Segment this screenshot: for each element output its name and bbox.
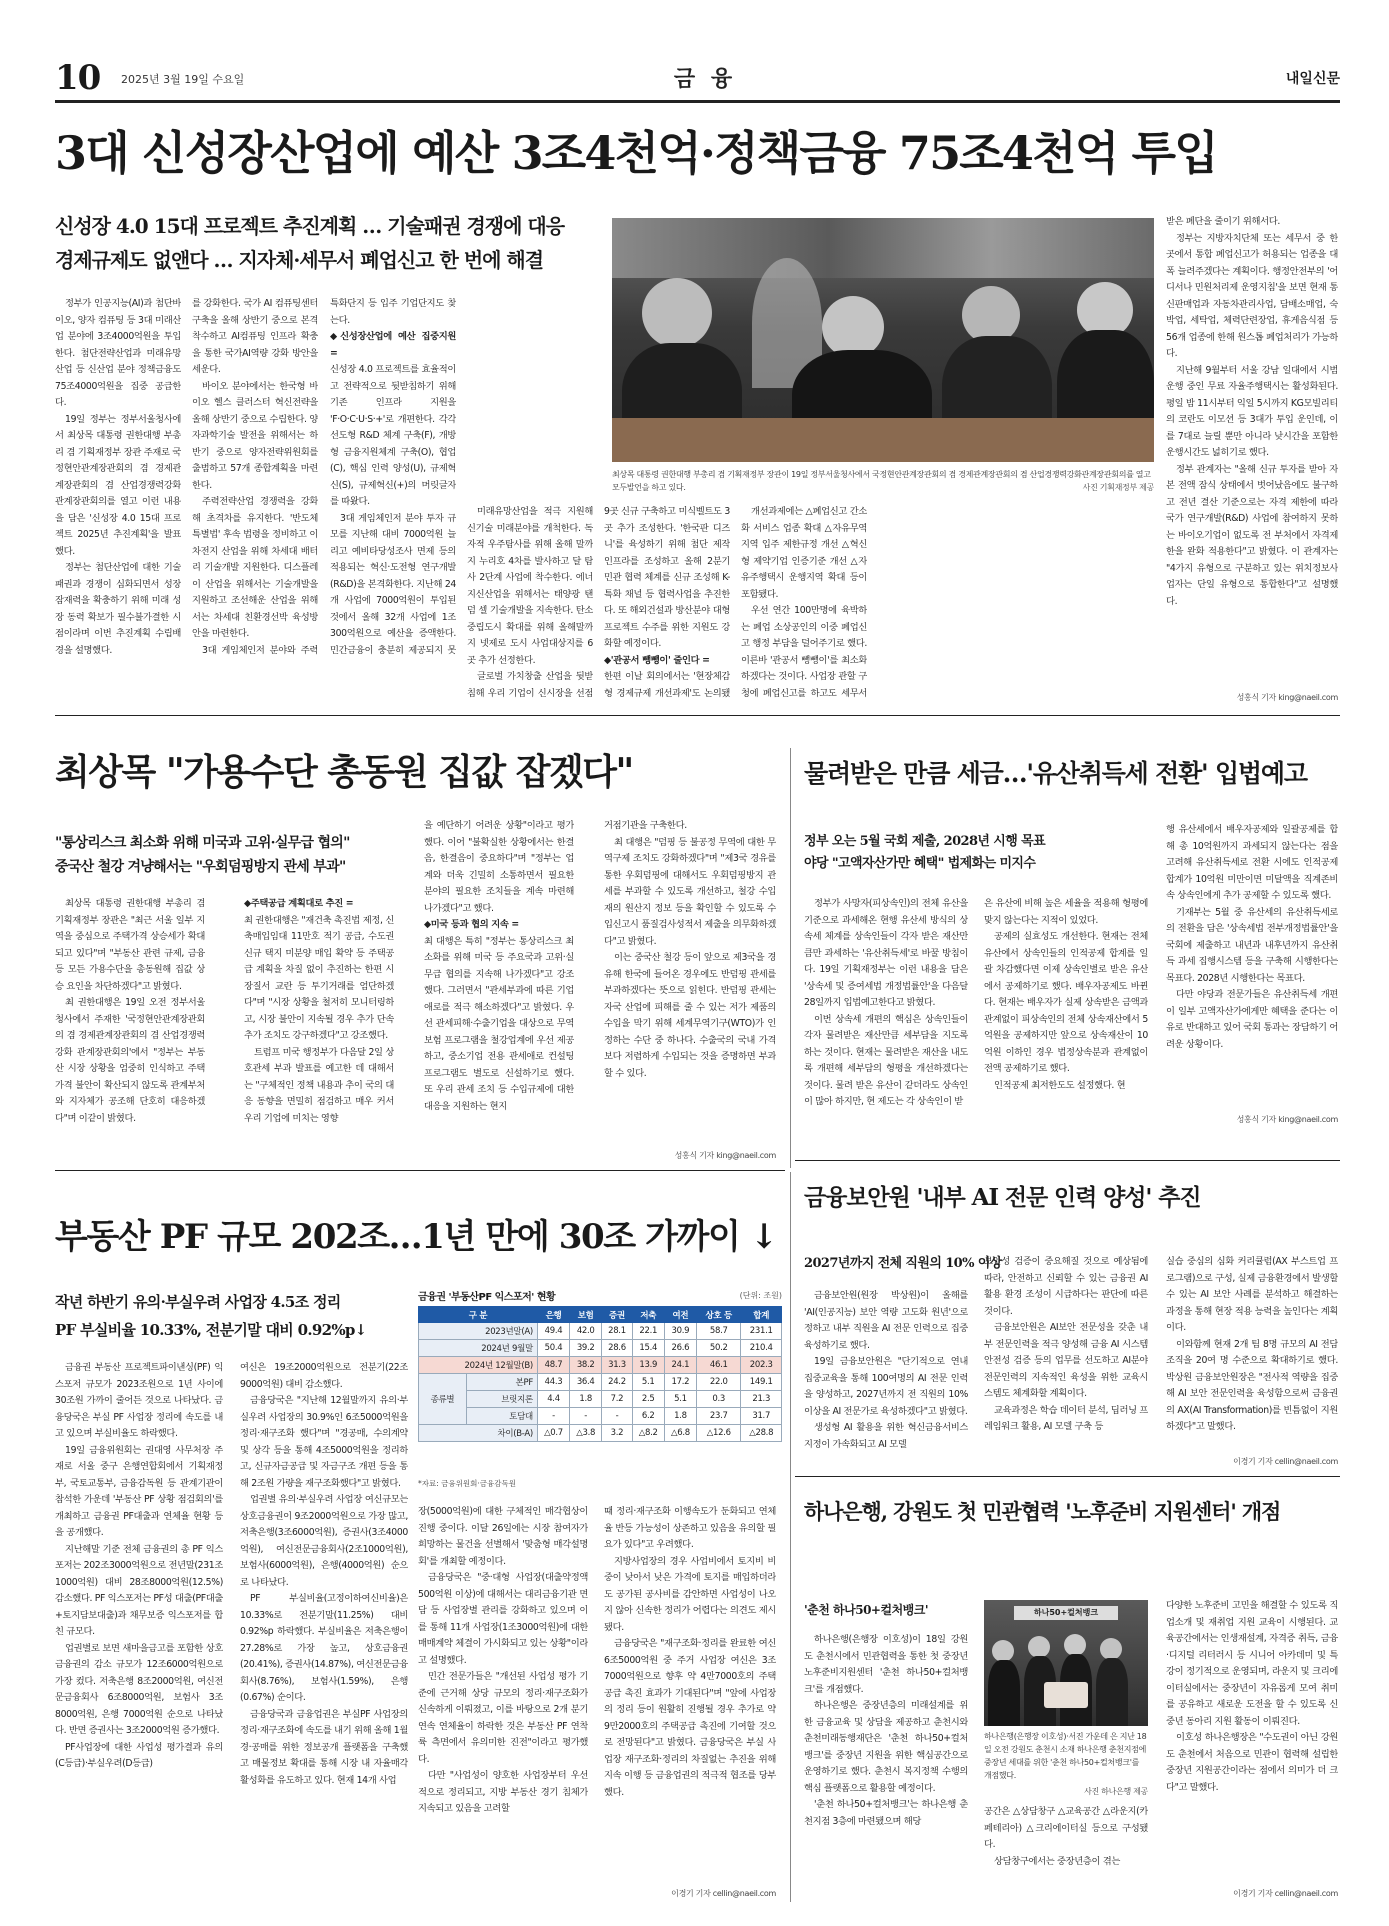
table-cell: 24.2 <box>602 1374 632 1391</box>
table-cell: - <box>602 1408 632 1425</box>
paragraph: 글로벌 가치창출 산업을 뒷받침해 우리 기업이 신시장을 선점 <box>467 671 593 699</box>
photo-person-1 <box>642 278 712 348</box>
article1-column-3 <box>330 296 456 656</box>
paragraph: 받은 폐단을 줄이기 위해서다. <box>1166 216 1280 227</box>
paragraph: 최 권한대행은 19일 오전 정부서울청사에서 주재한 '국정현안관계장관회의 겸 경제관계장관회의 겸 산업경쟁력강화 관계장관회의'에서 "정부는 부동산 시장 상황을 엄중히 인식하고 주택가격 불안이 확산되지 않도록 관계부처와 지자체가 공조해 단호히 대응하겠다"며 이같이 밝혔다. <box>55 997 205 1124</box>
article2-headline: 최상목 "가용수단 총동원 집값 잡겠다" <box>55 751 633 793</box>
table-cell: 본PF <box>466 1374 537 1391</box>
paragraph: 행 유산세에서 배우자공제와 일괄공제를 합해 총 10억원까지 과세되지 않는다는 점을 고려해 유산취득세로 전환 시에도 인적공제 합계가 10억원 미만이면 미달액을 직계존비속 상속인에게 추가 공제할 수 있도록 했다. <box>1166 824 1338 901</box>
paragraph: 정부는 지방자치단체 또는 세무서 중 한 곳에서 통합 폐업신고가 허용되는 업종을 대폭 늘려주겠다는 계획이다. 행정안전부의 '어디서나 민원처리제 운영지침'을 보면 현재 통신판매업과 자동차관리사업, 담배소매업, 숙박업, 세탁업, 체력단련장업, 휴게음식점 등 56개 업종에 한해 원스톱 폐업처리가 가능하다. <box>1166 232 1338 359</box>
table-title: 금융권 '부동산PF 익스포저' 현황 <box>418 1292 556 1303</box>
table-cell: 44.3 <box>537 1374 569 1391</box>
paragraph: 보안성 검증이 중요해질 것으로 예상됨에 따라, 안전하고 신뢰할 수 있는 금융권 AI 활용 환경 조성이 시급하다는 판단에 따른 것이다. <box>984 1256 1148 1317</box>
column-divider-2 <box>790 1172 791 1902</box>
article1-column-4 <box>467 504 593 702</box>
article4-subhead-1: 작년 하반기 유의·부실우려 사업장 4.5조 정리 <box>55 1293 341 1311</box>
paragraph: 를 강화한다. 국가 AI 컴퓨팅센터 구축을 올해 상반기 중으로 본격 착수하고 AI컴퓨팅 인프라 확충을 통한 국가AI역량 강화 방안을 세운다. <box>192 298 318 375</box>
article4-column-1 <box>55 1360 223 1900</box>
paragraph: 9곳 신규 구축하고 미식벨트도 3곳 추가 조성한다. '한국판 디즈니'를 육성하기 위해 첨단 제작 인프라를 조성하고 올해 2분기 민관 협력 체계를 신규 조성해 K-특화 채널 등 협력사업을 추진한다. 또 해외건설과 방산분야 대형 프로젝트 수주를 위한 지원도 강화할 예정이다. <box>604 506 730 649</box>
photo-person-2 <box>822 296 884 358</box>
article5-headline: 금융보안원 '내부 AI 전문 인력 양성' 추진 <box>804 1184 1201 1211</box>
section-divider-3 <box>795 1160 1340 1161</box>
table-cell: 50.2 <box>697 1340 741 1357</box>
table-cell: 46.1 <box>697 1357 741 1374</box>
table-header-cell: 상호 등 <box>697 1307 741 1323</box>
paragraph: 최상목 대통령 권한대행 부총리 겸 기획재정부 장관은 "최근 서울 일부 지역을 중심으로 주택가격 상승세가 확대되고 있다"며 "부동산 관련 규제, 금융 등 모든 가용수단을 총동원해 집값 상승 요인을 차단하겠다"고 밝혔다. <box>55 898 205 992</box>
article4-column-2 <box>240 1360 408 1900</box>
article6-byline: 이경기 기자 cellin@naeil.com <box>1233 1889 1338 1898</box>
paragraph: ◆미국 등과 협의 지속 = <box>424 919 519 930</box>
photo-person-b <box>1028 1636 1050 1658</box>
table-cell: △28.8 <box>741 1425 782 1442</box>
paragraph: 금융당국은 "재구조화·정리를 완료한 여신 6조5000억원 중 주거 사업장 여신은 3조7000억원으로 향후 약 4만7000호의 주택공급 촉진 효과가 기대된다"며 "앞에 사업장의 정리 등이 원활히 진행될 경우 추가로 약 9만2000호의 주택공급 촉진에 기여할 것으로 전망된다"고 밝혔다. 금융당국은 부실 사업장 재구조화·정리의 차질없는 추진을 위해 지속 이행 등 금융업권의 적극적 협조를 당부했다. <box>604 1638 776 1798</box>
paragraph: 지난해말 기준 전체 금융권의 총 PF 익스포저는 202조3000억원으로 전년말(231조1000억원) 대비 28조8000억원(12.5%) 감소했다. PF 익스포저는 PF성 대출(PF대출+토지담보대출)과 채무보증 익스포저를 합친 규모다. <box>55 1543 223 1637</box>
paragraph: 거점기관을 구축한다. <box>604 820 687 831</box>
table-cell: 42.0 <box>570 1323 602 1340</box>
photo-person-d <box>1100 1638 1122 1660</box>
article1-subhead-1: 신성장 4.0 15대 프로젝트 추진계획 … 기술패권 경쟁에 대응 <box>55 214 565 238</box>
table-cell: 0.3 <box>697 1391 741 1408</box>
paragraph: 신성장 4.0 프로젝트를 효율적이고 전략적으로 뒷받침하기 위해 기존 인프라 지원을 'F·O·C·U·S·+'로 개편한다. 각각 선도형 R&D 체계 구축(F), 개방형 금융지원체계 구축(O), 협업(C), 핵심 인력 양성(U), 규제혁신(S), 규제혁신(+)의 머릿글자를 따왔다. <box>330 364 456 507</box>
table-cell: 210.4 <box>741 1340 782 1357</box>
photo-wall <box>612 218 1154 278</box>
paragraph: 19일 금융보안원은 "단기적으로 연내 집중교육을 통해 100여명의 AI 전문 인력을 양성하고, 2027년까지 전 직원의 10% 이상을 AI 전문가로 육성하겠다"고 밝혔다. <box>804 1356 968 1417</box>
table-cell: 브릿지론 <box>466 1391 537 1408</box>
article4-byline: 이경기 기자 cellin@naeil.com <box>671 1889 776 1898</box>
table-cell: 21.3 <box>741 1391 782 1408</box>
page-number: 10 <box>55 58 101 98</box>
table-cell: 58.7 <box>697 1323 741 1340</box>
table-cell: 48.7 <box>537 1357 569 1374</box>
table-cell: 6.2 <box>632 1408 664 1425</box>
table-cell: 종류별 <box>419 1374 467 1425</box>
paragraph: 정부가 인공지능(AI)과 첨단바이오, 양자 컴퓨팅 등 3대 미래산업 분야에 3조4000억원을 투입한다. 첨단전략산업과 미래유망산업 등 신산업 분야 정책금융도 75조4000억원을 집중 공급한다. <box>55 298 181 408</box>
paragraph: 민간 전문가들은 "개선된 사업성 평가 기준에 근거해 상당 규모의 정리·재구조화가 신속하게 이뤄졌고, 이를 바탕으로 2개 분기 연속 연체율이 하락한 것은 부동산 PF 연착륙 측면에서 유의미한 진전"이라고 평가했다. <box>418 1671 588 1765</box>
table-cell: 22.0 <box>697 1374 741 1391</box>
paragraph: 상담창구에서는 중장년층이 겪는 <box>994 1855 1121 1867</box>
table-cell: 22.1 <box>632 1323 664 1340</box>
article3-column-1 <box>804 896 968 1150</box>
caption-text: 최상목 대통령 권한대행 부총리 겸 기획재정부 장관이 19일 정부서울청사에서 국정현안관계장관회의 겸 경제관계장관회의 겸 산업경쟁력강화관계장관회의를 열고 모두발언을 하고 있다. <box>612 470 1151 492</box>
article6-photo-caption <box>984 1730 1148 1784</box>
article1-headline: 3대 신성장산업에 예산 3조4천억·정책금융 75조4천억 투입 <box>55 126 1217 180</box>
table-cell: 50.4 <box>537 1340 569 1357</box>
article4-column-4 <box>604 1504 776 1884</box>
paragraph: 생성형 AI 활용을 위한 혁신금융서비스 지정이 가속화되고 AI 모델 <box>804 1422 968 1450</box>
table-header-cell: 보험 <box>570 1307 602 1323</box>
table-cell: 28.6 <box>602 1340 632 1357</box>
article1-column-1 <box>55 296 181 656</box>
masthead-rule <box>55 100 1340 103</box>
paragraph: 미래유망산업을 적극 지원해 신기술 미래분야를 개척한다. 독자적 우주탐사를 위해 올해 말까지 누리호 4차를 발사하고 달 탐사 2단계 사업에 착수한다. 에너지신산업을 위해서는 태양광 탠덤 셀 기술개발을 지속한다. 탄소중립도시 확대를 위해 올해말까지 넷제로 도시 사업대상지를 6곳 추가 선정한다. <box>467 506 593 666</box>
paragraph: 이와함께 현재 2개 팀 8명 규모의 AI 전담 조직을 20여 명 수준으로 확대하기로 했다. 박상원 금융보안원장은 "전사적 역량을 집중해 AI 보안 전문인력을 육성함으로써 금융권의 AX(AI Transformation)를 빈틈없이 지원하겠다"고 말했다. <box>1166 1338 1338 1432</box>
table-cell: 24.1 <box>664 1357 696 1374</box>
table-cell: 5.1 <box>632 1374 664 1391</box>
paragraph: 이호성 하나은행장은 "수도권이 아닌 강원도 춘천에서 처음으로 민관이 협력해 설립한 중장년 지원공간이라는 점에서 의미가 더 크다"고 말했다. <box>1166 1732 1338 1793</box>
paragraph: 금융권 부동산 프로젝트파이낸싱(PF) 익스포저 규모가 2023조원으로 1년 사이에 30조원 가까이 줄어든 것으로 나타났다. 금융당국은 부실 PF 사업장 정리에 속도를 내고 있으며 부실비율도 하락했다. <box>55 1362 223 1439</box>
caption-text: 하나은행(은행장 이호성)·서진 가운데 은 지난 18일 오전 강원도 춘천시 소재 하나은행 춘천지점에 중장년 세대를 위한 '춘천 하나50+컬처뱅크'를 개점했다. <box>984 1732 1147 1780</box>
section-name: 금 융 <box>673 67 737 92</box>
table-header-cell: 여전 <box>664 1307 696 1323</box>
photo-table <box>612 418 1154 462</box>
paragraph: 다만 "사업성이 양호한 사업장부터 우선적으로 정리되고, 지방 부동산 경기 침체가 지속되고 있음을 고려할 <box>418 1770 588 1814</box>
table-cell: 30.9 <box>664 1323 696 1340</box>
table-cell: 15.4 <box>632 1340 664 1357</box>
photo-ribbon-cake <box>1044 1682 1088 1708</box>
article6-photo-credit: 사진 하나은행 제공 <box>1084 1787 1148 1796</box>
table-row <box>419 1323 782 1340</box>
article6-subhead: '춘천 하나50+컬처뱅크' <box>804 1603 929 1617</box>
article4-headline: 부동산 PF 규모 202조…1년 만에 30조 가까이 ↓ <box>55 1217 777 1257</box>
paragraph: 공간은 △상담창구 △교육공간 △라운지(카페테리아) △크리에이터실 등으로 구성됐다. <box>984 1806 1148 1850</box>
paragraph: 이는 중국산 철강 등이 앞으로 제3국을 경유해 한국에 들어온 경우에도 반덤핑 관세를 부과하겠다는 뜻으로 읽힌다. 반덤핑 관세는 자국 산업에 피해를 줄 수 있는 저가 제품의 수입을 막기 위해 세계무역기구(WTO)가 인정하는 수단 중 하나다. 수출국의 국내 가격보다 저렴하게 수입되는 것을 증명하면 부과할 수 있다. <box>604 952 776 1079</box>
paragraph: 19일 정부는 정부서울청사에서 최상목 대통령 권한대행 부총리 겸 기획재정부 장관 주재로 국정현안관계장관회의 겸 경제관계장관회의 겸 산업경쟁력강화 관계장관회의를 열고 이런 내용을 담은 '신성장 4.0 15대 프로젝트 2025년 추진계획'을 발표했다. <box>55 413 181 557</box>
table-row <box>419 1374 782 1391</box>
masthead <box>55 58 1340 98</box>
article6-column-1 <box>804 1632 968 1902</box>
table-cell: 2.5 <box>632 1391 664 1408</box>
table-cell: 231.1 <box>741 1323 782 1340</box>
table-cell: 28.1 <box>602 1323 632 1340</box>
table-cell: △6.8 <box>664 1425 696 1442</box>
table-cell: 1.8 <box>570 1391 602 1408</box>
table-cell: 17.2 <box>664 1374 696 1391</box>
table-header-cell: 저축 <box>632 1307 664 1323</box>
table-cell: △8.2 <box>632 1425 664 1442</box>
pf-exposure-table-block <box>418 1288 782 1494</box>
table-cell: - <box>537 1408 569 1425</box>
paragraph: 지난해 9월부터 서울 강남 일대에서 시범 운행 중인 무료 자율주행택시는 활성화된다. 평일 밤 11시부터 익일 5시까지 KG모빌리티의 코란도 이모션 등 3대가 투입 운인데, 이를 7대로 늘릴 뿐만 아니라 낮시간을 포함한 운행시간도 넓히기로 했다. <box>1166 364 1338 458</box>
paragraph: 개선과제에는 △폐업신고 간소화 서비스 업종 확대 △자유무역지역 입주 제한규정 개선 △혁신형 제약기업 인증기준 개선 △자유주행택시 운행지역 확대 등이 포함됐다. <box>741 506 867 600</box>
paragraph: ◆주택공급 계획대로 추진 = <box>244 898 354 909</box>
paragraph: 우선 연간 100만명에 육박하는 폐업 소상공인의 이중 폐업신고 행정 부담을 덜어주기로 했다. 이른바 '관공서 뺑뺑이'를 최소화하겠다는 것이다. 사업장 관할 구청에 폐업신고를 하고도 세무서 <box>741 605 867 699</box>
column-divider-1 <box>790 748 791 1168</box>
table-cell: 31.7 <box>741 1408 782 1425</box>
article2-subhead-1: "통상리스크 최소화 위해 미국과 고위·실무급 협의" <box>55 835 350 851</box>
article3-column-2 <box>984 896 1148 1150</box>
paragraph: 이번 상속세 개편의 핵심은 상속인들이 각자 물려받은 재산만큼 세부담을 지도록 하는 것이다. 현재는 물려받은 재산을 내도록 개편해 세부담의 형평을 개선하겠다는 것이다. 물려 받은 유산이 같더라도 상속인이 많아 하지만, 현 제도는 각 상속인이 받 <box>804 1013 968 1107</box>
article6-photo <box>984 1600 1148 1726</box>
paragraph: 업권별로 보면 새마을금고를 포함한 상호금융권의 감소 규모가 12조6000억원으로 가장 컸다. 저축은행 8조2000억원, 여신전문금융회사 6조8000억원, 보험사 3조8000억원, 은행 7000억원 순으로 나타났다. 반면 증권사는 3조2000억원 증가했다. <box>55 1642 223 1736</box>
table-cell: 38.2 <box>570 1357 602 1374</box>
paragraph: 19일 금융위원회는 권대영 사무처장 주재로 서울 중구 은행연합회에서 기획재정부, 국토교통부, 금융감독원 등 관계기관이 참석한 가운데 '부동산 PF 상황 점검회의'를 개최하고 금융권 PF대출과 연체율 현황 등을 공개했다. <box>55 1444 223 1538</box>
article5-column-1 <box>804 1288 968 1468</box>
paragraph: 교육과정은 학습 데이터 분석, 딥러닝 프레임워크 활용, AI 모델 구축 등 <box>984 1404 1148 1432</box>
table-cell: 26.6 <box>664 1340 696 1357</box>
article1-subhead-2: 경제규제도 없앤다 … 지자체·세무서 폐업신고 한 번에 해결 <box>55 248 544 272</box>
paragraph: 공제의 실효성도 개선한다. 현재는 전체 유산에서 상속인들의 인적공제 합계를 일괄 차감했다면 이제 상속인별로 받은 유산에서 공제하기로 했다. 배우자공제도 바뀐다. 현재는 배우자가 실제 상속받은 금액과 관계없이 피상속인의 전체 상속재산에서 5억원을 공제하지만 앞으로 상속재산이 10억원 이하인 경우 법정상속분과 관계없이 전액 공제하기로 했다. <box>984 931 1148 1074</box>
article1-photo <box>612 218 1154 462</box>
table-cell: 3.2 <box>602 1425 632 1442</box>
table-header-cell: 합계 <box>741 1307 782 1323</box>
paragraph: '춘천 하나50+컬처뱅크'는 하나은행 춘천지점 3층에 마련됐으며 해당 <box>804 1799 968 1827</box>
article4-subhead-2: PF 부실비율 10.33%, 전분기말 대비 0.92%p↓ <box>55 1321 367 1339</box>
table-cell: △3.8 <box>570 1425 602 1442</box>
paragraph: 바이오 분야에서는 한국형 바이오 헬스 클러스터 혁신전략을 올해 상반기 중으로 수립한다. 양자과학기술 발전을 위해서는 하반기 중으로 양자전략위원회를 출범하고 57개 종합계획을 마련한다. <box>192 380 318 491</box>
paragraph: 다만 야당과 전문가들은 유산취득세 개편이 일부 고액자산가에게만 혜택을 준다는 이유로 반대하고 있어 국회 통과는 장담하기 어려운 상황이다. <box>1166 989 1338 1050</box>
table-cell: 202.3 <box>741 1357 782 1374</box>
table-header-cell: 은행 <box>537 1307 569 1323</box>
paragraph: 금융당국은 "중·대형 사업장(대출약정액 500억원 이상)에 대해서는 대리금융기관 면담 등 사업장별 관리를 강화하고 있으며 이를 통해 11개 사업장(1조3000억원)에 대한 매매계약 체결이 가시화되고 있는 상황"이라고 설명했다. <box>418 1572 588 1666</box>
paragraph: 업권별 유의·부실우려 사업장 여신규모는 상호금융권이 9조2000억원으로 가장 많고, 저축은행(3조6000억원), 증권사(3조4000억원), 여신전문금융회사(2조1000억원), 보험사(6000억원), 은행(4000억원) 순으로 나타났다. <box>240 1494 408 1588</box>
table-cell: 49.4 <box>537 1323 569 1340</box>
article6-column-2 <box>984 1804 1148 1904</box>
article3-subhead-2: 야당 "고액자산가만 혜택" 법제화는 미지수 <box>804 856 1036 871</box>
section-divider-4 <box>795 1476 1340 1477</box>
paragraph: 장(5000억원)에 대한 구체적인 매각협상이 진행 중이다. 이달 26일에는 시장 참여자가 희망하는 물건을 선별해서 '맞춤형 매각설명회'를 개최할 예정이다. <box>418 1506 588 1567</box>
paragraph: 은 유산에 비해 높은 세율을 적용해 형평에 맞지 않는다는 지적이 있었다. <box>984 898 1148 926</box>
table-cell: 31.3 <box>602 1357 632 1374</box>
table-row <box>419 1408 782 1425</box>
paragraph: 주력전략산업 경쟁력을 강화해 초격차를 유지한다. '반도체 특별법' 후속 법령을 정비하고 이차전지 산업을 위해 차세대 배터리 기술개발 지원한다. 디스플레이 산업을 위해서는 기술개발을 지원하고 조선해운 산업을 위해서는 차세대 친환경선박 육성방안을 마련한다. <box>192 496 318 639</box>
article1-column-6 <box>741 504 867 702</box>
table-row <box>419 1357 782 1374</box>
paragraph: 특화단지 등 입주 기업단지도 찾는다. <box>330 298 456 326</box>
paragraph: 다양한 노후준비 고민을 해결할 수 있도록 직업소개 및 재취업 지원 교육이 시행된다. 교육공간에서는 인생재설계, 자격증 취득, 금융·디지털 리터러시 등 시니어 아카데미 및 특강이 정기적으로 운영되며, 라운지 및 크리에이터실에서는 중장년이 자유롭게 모여 취미를 공유하고 새로운 도전을 할 수 있도록 신중년 동아리 지원 활동이 이뤄진다. <box>1166 1600 1338 1727</box>
table-cell: 토담대 <box>466 1408 537 1425</box>
table-cell: 39.2 <box>570 1340 602 1357</box>
article2-column-1 <box>55 896 205 1164</box>
table-row <box>419 1391 782 1408</box>
paragraph: 정부는 첨단산업에 대한 기술패권과 경쟁이 심화되면서 성장잠재력을 확충하기 위해 미래 성장 동력 확보가 필수불가결한 시점이라며 이번 추진계획 수립배경을 설명했다. <box>55 562 181 656</box>
paragraph: 하나은행은 중장년층의 미래설계를 위한 금융교육 및 상담을 제공하고 춘천시와 춘천미래동행재단은 '춘천 하나50+컬처뱅크'를 중장년 지원을 위한 핵심공간으로 운영하기로 했다. 춘천시 복지정책 수행의 핵심 플랫폼으로 활용할 예정이다. <box>804 1700 968 1794</box>
article2-byline: 성홍식 기자 king@naeil.com <box>674 1151 776 1160</box>
paragraph: 기재부는 5월 중 유산세의 유산취득세로의 전환을 담은 '상속세법 전부개정법률안'을 국회에 제출하고 내년과 내후년까지 유산취득 과세 집행시스템 등을 구축해 시행한다는 목표다. 2028년 시행한다는 목표다. <box>1166 906 1338 984</box>
table-cell: - <box>570 1408 602 1425</box>
table-cell: 5.1 <box>664 1391 696 1408</box>
table-cell: 36.4 <box>570 1374 602 1391</box>
paragraph: 최 권한대행은 "재건축 촉진법 제정, 신축매입임대 11만호 적기 공급, 수도권 신규 택지 미분양 매입 확약 등 주택공급 계획을 차질 없이 추진하는 한편 시장질서 교란 등 투기거래를 엄단하겠다"며 "시장 상황을 철저히 모니터링하고, 시장 불안이 지속될 경우 추가 단속 추가 조치도 강구하겠다"고 강조했다. <box>244 914 394 1041</box>
paragraph: 한편 이날 회의에서는 '현장체감형 경제규제 개선과제'도 논의됐 <box>604 671 730 699</box>
table-header-cell: 구 분 <box>419 1307 538 1323</box>
article2-column-2 <box>244 896 394 1164</box>
paragraph: 금융보안원은 AI보안 전문성을 갖춘 내부 전문인력을 적극 양성해 금융 AI 시스템 안전성 검증 등의 업무를 선도하고 AI분야 전문인력의 지속적인 육성을 위한 교육시스템도 체계화할 계획이다. <box>984 1322 1148 1399</box>
paragraph: 최 대행은 특히 "정부는 통상리스크 최소화를 위해 미국 등 주요국과 고위·실무급 협의를 지속해 나가겠다"고 강조했다. 그러면서 "관세부과에 따른 기업 애로를 적극 해소하겠다"고 밝혔다. 우선 관세피해·수출기업을 대상으로 무역보험 프로그램을 철강업계에 우선 제공하고, 중소기업 전용 관세애로 컨설팅 프로그램도 별도로 신설하기로 했다. 또 우리 관세 조치 등 수입규제에 대한 대응을 지원하는 현지 <box>424 935 574 1112</box>
article2-subhead-2: 중국산 철강 겨냥해서는 "우회덤핑방지 관세 부과" <box>55 859 346 875</box>
table-cell: 13.9 <box>632 1357 664 1374</box>
article3-subhead-1: 정부 오는 5월 국회 제출, 2028년 시행 목표 <box>804 834 1046 849</box>
paragraph: 지방사업장의 경우 사업비에서 토지비 비중이 낮아서 낮은 가격에 토지를 매입하더라도 공가된 공사비를 감안하면 사업성이 나오지 않아 신속한 정리가 어렵다는 의견도 제시됐다. <box>604 1555 776 1633</box>
paragraph: 3대 게임체인저 분야 투자 규모를 지난해 대비 7000억원 늘리고 예비타당성조사 면제 등의 적용되는 혁신·도전형 연구개발(R&D)을 본격화한다. 지난해 24개 사업에 7000억원이 투입된 것에서 올해 32개 사업에 1조300억원으로 예산을 증액한다. 민간금융이 충분히 제공되지 못 <box>330 512 456 656</box>
article2-column-3 <box>424 818 574 1164</box>
paragraph: 금융당국은 "지난해 12월말까지 유의·부실우려 사업장의 30.9%인 6조5000억원을 정리·재구조화 했다"며 "경공매, 수의계약 및 상각 등을 통해 4조5000억원을 정리하고, 신규자금공급 및 자금구조 개편 등을 통해 2조원 가량을 재구조화했다"고 밝혔다. <box>240 1395 408 1489</box>
table-header-row <box>419 1307 782 1323</box>
paragraph: 실습 중심의 심화 커리큘럼(AX 부스트업 프로그램)으로 구성, 실제 금융환경에서 발생할 수 있는 AI 보안 사례를 분석하고 해결하는 과정을 통해 현장 적용 능력을 높인다는 계획이다. <box>1166 1256 1338 1333</box>
table-unit: (단위: 조원) <box>739 1291 782 1300</box>
table-row <box>419 1340 782 1357</box>
paragraph: 하나은행(은행장 이호성)이 18일 강원도 춘천시에서 민관협력을 통한 첫 중장년 노후준비지원센터 '춘천 하나50+컬처뱅크'를 개점했다. <box>804 1634 968 1695</box>
article6-column-3 <box>1166 1598 1338 1880</box>
table-cell: 2024년 9월말 <box>419 1340 538 1357</box>
article1-column-5 <box>604 504 730 702</box>
paragraph: PF 부실비율(고정이하여신비율)은 10.33%로 전분기말(11.25%) 대비 0.92%p 하락했다. 부실비율은 저축은행이 27.28%로 가장 높고, 상호금융권(20.41%), 증권사(14.87%), 여신전문금융회사(8.76%), 보험사(1.59%), 은행(0.67%) 순이다. <box>240 1593 408 1703</box>
article2-column-4 <box>604 818 776 1148</box>
table-cell: 4.4 <box>537 1391 569 1408</box>
paragraph: 3대 게임체인저 분야와 주력 <box>202 644 318 656</box>
photo-person-c <box>1064 1634 1086 1656</box>
table-source: *자료: 금융위원회·금융감독원 <box>418 1479 516 1488</box>
table-cell: △0.7 <box>537 1425 569 1442</box>
article1-photo-credit: 사진 기획재정부 제공 <box>1000 482 1154 496</box>
paragraph: 을 예단하기 어려운 상황"이라고 평가했다. 이어 "불확실한 상황에서는 한결음, 한결음이 중요하다"며 "정부는 업계와 더욱 긴밀히 소통하면서 필요한 분야의 필요한 조치들을 계속 마련해 나가겠다"고 했다. <box>424 820 574 914</box>
paragraph: 때 정리·재구조화 이행속도가 둔화되고 연체율 반등 가능성이 상존하고 있음을 유의할 필요가 있다"고 우려했다. <box>604 1506 776 1550</box>
article5-byline: 이경기 기자 cellin@naeil.com <box>1233 1457 1338 1466</box>
issue-date: 2025년 3월 19일 수요일 <box>121 73 245 86</box>
table-cell: 149.1 <box>741 1374 782 1391</box>
article4-column-3 <box>418 1504 588 1900</box>
table-cell: △12.6 <box>697 1425 741 1442</box>
table-cell: 7.2 <box>602 1391 632 1408</box>
article1-column-7 <box>1166 214 1338 684</box>
table-cell: 2024년 12월말(B) <box>419 1357 538 1374</box>
article3-byline: 성홍식 기자 king@naeil.com <box>1236 1115 1338 1124</box>
photo-person-d-body <box>1096 1658 1128 1726</box>
table-cell: 2023년말(A) <box>419 1323 538 1340</box>
article1-byline: 성홍식 기자 king@naeil.com <box>1236 693 1338 702</box>
table-cell: 차이(B-A) <box>419 1425 538 1442</box>
article1-column-2 <box>192 296 318 656</box>
pf-exposure-table <box>418 1306 782 1442</box>
paragraph: 금융당국과 금융업권은 부실PF 사업장의 정리·재구조화에 속도를 내기 위해 올해 1월 경·공매를 위한 정보공개 플랫폼을 구축했고 매물정보 확대를 통해 시장 내 자율매각 활성화를 유도하고 있다. 현재 14개 사업 <box>240 1708 408 1786</box>
section-divider-2 <box>55 1170 785 1171</box>
paragraph: PF사업장에 대한 사업성 평가결과 유의(C등급)·부실우려(D등급) <box>55 1741 223 1769</box>
article3-headline: 물려받은 만큼 세금…'유산취득세 전환' 입법예고 <box>804 759 1307 788</box>
paragraph: 여신은 19조2000억원으로 전분기(22조9000억원) 대비 감소했다. <box>240 1362 408 1390</box>
paragraph: ◆신성장산업에 예산 집중지원 = <box>330 331 456 359</box>
article5-column-2 <box>984 1254 1148 1468</box>
photo-person-a-body <box>988 1660 1020 1726</box>
section-divider-1 <box>55 715 1340 716</box>
article3-column-3 <box>1166 822 1338 1122</box>
photo-person-a <box>992 1640 1014 1662</box>
table-cell: 23.7 <box>697 1408 741 1425</box>
table-header-cell: 증권 <box>602 1307 632 1323</box>
table-cell: 1.8 <box>664 1408 696 1425</box>
article6-headline: 하나은행, 강원도 첫 민관협력 '노후준비 지원센터' 개점 <box>804 1499 1281 1524</box>
paragraph: 최 대행은 "덤핑 등 불공정 무역에 대한 무역구제 조치도 강화하겠다"며 "제3국 경유를 통한 우회덤핑에 대해서도 우회덤핑방지 관세를 부과할 수 있도록 개선하고, 철강 수입재의 원산지 정보 등을 확인할 수 있도록 수입신고시 품질검사성적서 제출을 의무화하겠다"고 밝혔다. <box>604 836 776 947</box>
article5-column-3 <box>1166 1254 1338 1450</box>
paragraph: 금융보안원(원장 박상원)이 올해를 'AI(인공지능) 보안 역량 고도화 원년'으로 정하고 내부 직원을 AI 전문 인력으로 집중 육성하기로 했다. <box>804 1290 968 1351</box>
paragraph: ◆'관공서 뺑뺑이' 줄인다 = <box>604 654 710 666</box>
paragraph: 트럼프 미국 행정부가 다음달 2일 상호관세 부과 발표를 예고한 데 대해서는 "구체적인 정책 내용과 추이 국의 대응 동향을 면밀히 점검하고 매우 커서 우리 기업에 미치는 영향 <box>244 1046 394 1124</box>
paragraph: 인적공제 최저한도도 설정했다. 현 <box>994 1079 1126 1091</box>
publisher-name: 내일신문 <box>1285 71 1340 87</box>
paragraph: 정부 관계자는 "올해 신규 투자를 받아 자본 전액 잠식 상태에서 벗어났음에도 불구하고 전년 결산 기준으로는 자격 제한에 따라 국가 연구개발(R&D) 사업에 참여하지 못하는 바이오기업이 없도록 전 부처에서 자격제한을 완화 적용한다"고 밝혔다. 이 관계자는 "4가지 유형으로 구분하고 있는 위치정보사업자는 단일 유형으로 통합한다"고 설명했다. <box>1166 463 1338 607</box>
table-row-diff <box>419 1425 782 1442</box>
photo-banner: 하나50+컬처뱅크 <box>1014 1606 1118 1620</box>
paragraph: 정부가 사망자(피상속인)의 전체 유산을 기준으로 과세해온 현행 유산세 방식의 상속세 체계를 상속인들이 각자 받은 재산만큼만 과세하는 '유산취득세'로 바꿀 방침이다. 19일 기획재정부는 이런 내용을 담은 '상속세 및 증여세법 개정법률안'을 다음달 28일까지 입법예고한다고 밝혔다. <box>804 898 968 1008</box>
article5-subhead: 2027년까지 전체 직원의 10% 이상 <box>804 1256 1002 1271</box>
